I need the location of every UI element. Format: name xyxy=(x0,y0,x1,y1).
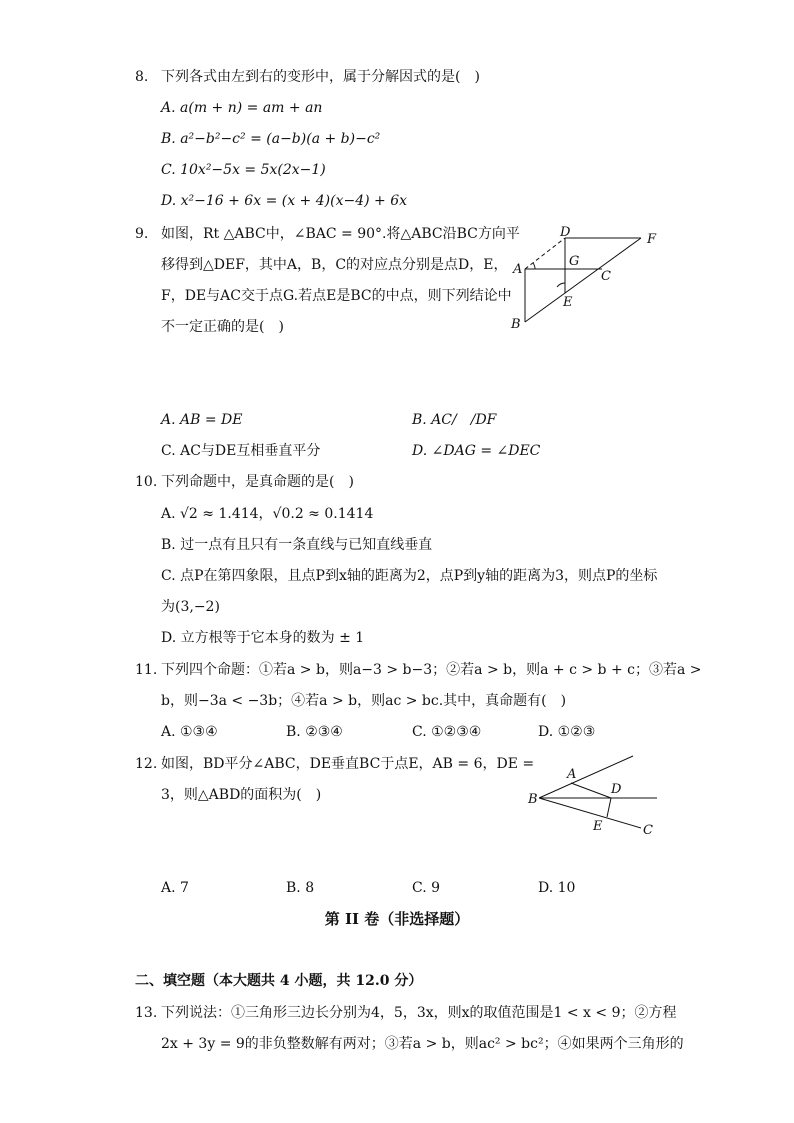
question-10-option-a: A. √2 ≈ 1.414，√0.2 ≈ 0.1414 xyxy=(161,506,374,522)
segment-ad-dashed xyxy=(525,238,565,269)
question-12-stem-line-2: 3，则△ABD的面积为( ) xyxy=(161,787,322,803)
question-12-number: 12. xyxy=(135,756,158,772)
label-e: E xyxy=(563,295,573,310)
question-12-option-d: D. 10 xyxy=(538,880,576,896)
question-12-option-c: C. 9 xyxy=(412,880,441,896)
angle-arc-dec xyxy=(557,283,565,287)
question-13-stem-line-1: 下列说法：①三角形三边长分别为4，5，3x，则x的取值范围是1 < x < 9；②方程 xyxy=(161,1005,677,1021)
label-g: G xyxy=(569,254,580,269)
label-a: A xyxy=(567,767,577,782)
question-8-number: 8. xyxy=(135,69,149,85)
question-8-option-b: B. a²−b²−c² = (a−b)(a + b)−c² xyxy=(161,131,381,147)
question-9-stem-line-1: 如图，Rt △ABC中，∠BAC = 90°.将△ABC沿BC方向平 xyxy=(161,226,520,242)
question-10-number: 10. xyxy=(135,474,158,490)
question-11-stem-line-2: b，则−3a < −3b；④若a > b，则ac > bc.其中，真命题有( ) xyxy=(161,693,567,709)
label-a: A xyxy=(513,262,523,277)
question-9-number: 9. xyxy=(135,226,149,242)
question-9-stem-line-3: F，DE与AC交于点G.若点E是BC的中点，则下列结论中 xyxy=(161,288,512,304)
question-12-option-a: A. 7 xyxy=(161,880,189,896)
question-10-option-d: D. 立方根等于它本身的数为 ± 1 xyxy=(161,630,365,646)
question-10-option-c-line-1: C. 点P在第四象限，且点P到x轴的距离为2，点P到y轴的距离为3，则点P的坐标 xyxy=(161,568,658,584)
question-11-option-a: A. ①③④ xyxy=(161,724,218,740)
label-d: D xyxy=(611,782,622,797)
question-11-stem-line-1: 下列四个命题：①若a > b，则a−3 > b−3；②若a > b，则a + c > b + c；③若a > xyxy=(161,662,702,678)
question-9-figure xyxy=(505,225,670,335)
question-9-option-d: D. ∠DAG = ∠DEC xyxy=(412,443,541,459)
question-13-stem-line-2: 2x + 3y = 9的非负整数解有两对；③若a > b，则ac² > bc²；④如果两个三角形的 xyxy=(161,1036,684,1052)
question-11-number: 11. xyxy=(135,662,158,678)
part-two-title: 第 II 卷（非选择题） xyxy=(324,910,470,928)
question-12-option-b: B. 8 xyxy=(286,880,315,896)
question-8-stem: 下列各式由左到右的变形中，属于分解因式的是( ) xyxy=(161,69,480,85)
segment-de xyxy=(607,798,611,817)
question-12-figure xyxy=(525,752,665,842)
segment-bf xyxy=(525,238,641,322)
question-10-stem: 下列命题中，是真命题的是( ) xyxy=(161,474,354,490)
question-9-option-c: C. AC与DE互相垂直平分 xyxy=(161,443,321,459)
question-10-option-c-line-2: 为(3,−2) xyxy=(161,599,220,615)
question-8-option-a: A. a(m + n) = am + an xyxy=(161,100,323,116)
question-9-stem-line-2: 移得到△DEF，其中A，B，C的对应点分别是点D，E， xyxy=(161,257,508,273)
question-12-stem-line-1: 如图，BD平分∠ABC，DE垂直BC于点E，AB = 6，DE = xyxy=(161,756,535,772)
label-b: B xyxy=(528,792,538,807)
question-13-number: 13. xyxy=(135,1005,158,1021)
question-11-option-c: C. ①②③④ xyxy=(412,724,482,740)
question-11-option-d: D. ①②③ xyxy=(538,724,596,740)
segment-ad xyxy=(571,783,611,798)
question-10-option-b: B. 过一点有且只有一条直线与已知直线垂直 xyxy=(161,537,433,553)
ray-bc xyxy=(539,798,641,828)
label-f: F xyxy=(647,232,657,247)
fill-in-section-heading: 二、填空题（本大题共 4 小题，共 12.0 分） xyxy=(135,973,423,989)
question-8-option-c: C. 10x²−5x = 5x(2x−1) xyxy=(161,162,326,178)
label-d: D xyxy=(560,225,571,240)
question-9-option-a: A. AB = DE xyxy=(161,412,243,428)
question-11-option-b: B. ②③④ xyxy=(286,724,343,740)
question-9-option-b: B. AC/ /DF xyxy=(412,412,497,428)
label-b: B xyxy=(511,317,521,332)
label-c: C xyxy=(643,823,653,838)
label-c: C xyxy=(601,269,611,284)
angle-arc-dag xyxy=(533,263,535,269)
question-9-stem-line-4: 不一定正确的是( ) xyxy=(161,319,284,335)
question-8-option-d: D. x²−16 + 6x = (x + 4)(x−4) + 6x xyxy=(161,193,407,209)
label-e: E xyxy=(593,819,603,834)
